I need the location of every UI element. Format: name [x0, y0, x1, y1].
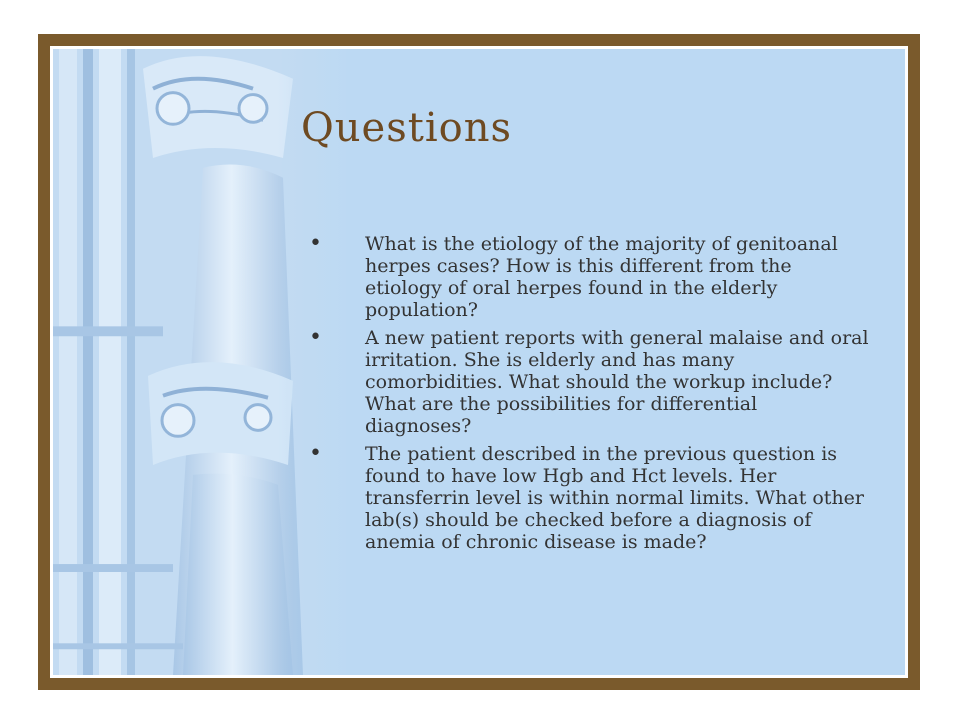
bullet-list [309, 233, 869, 559]
bullet-dot-icon: • [309, 325, 322, 350]
bullet-item [309, 233, 869, 321]
slide-frame [38, 34, 920, 690]
bullet-text: A new patient reports with general malaise and oral irritation. She is elderly and has many comorbidities. What should the workup include? What are the possibilities for differential diagnoses? [365, 327, 869, 437]
bullet-text: What is the etiology of the majority of genitoanal herpes cases? How is this different from the etiology of oral herpes found in the elderly population? [365, 233, 838, 321]
slide-panel [50, 46, 908, 678]
slide-title: Questions [301, 105, 512, 151]
bullet-text: The patient described in the previous question is found to have low Hgb and Hct levels. Her transferrin level is within normal limits. What other lab(s) should be checked before a diagnosis of anemia of chronic disease is made? [365, 443, 865, 553]
bullet-dot-icon: • [309, 231, 322, 256]
bullet-item [309, 443, 869, 553]
bullet-item [309, 327, 869, 437]
slide-content [53, 49, 905, 675]
bullet-dot-icon: • [309, 441, 322, 466]
